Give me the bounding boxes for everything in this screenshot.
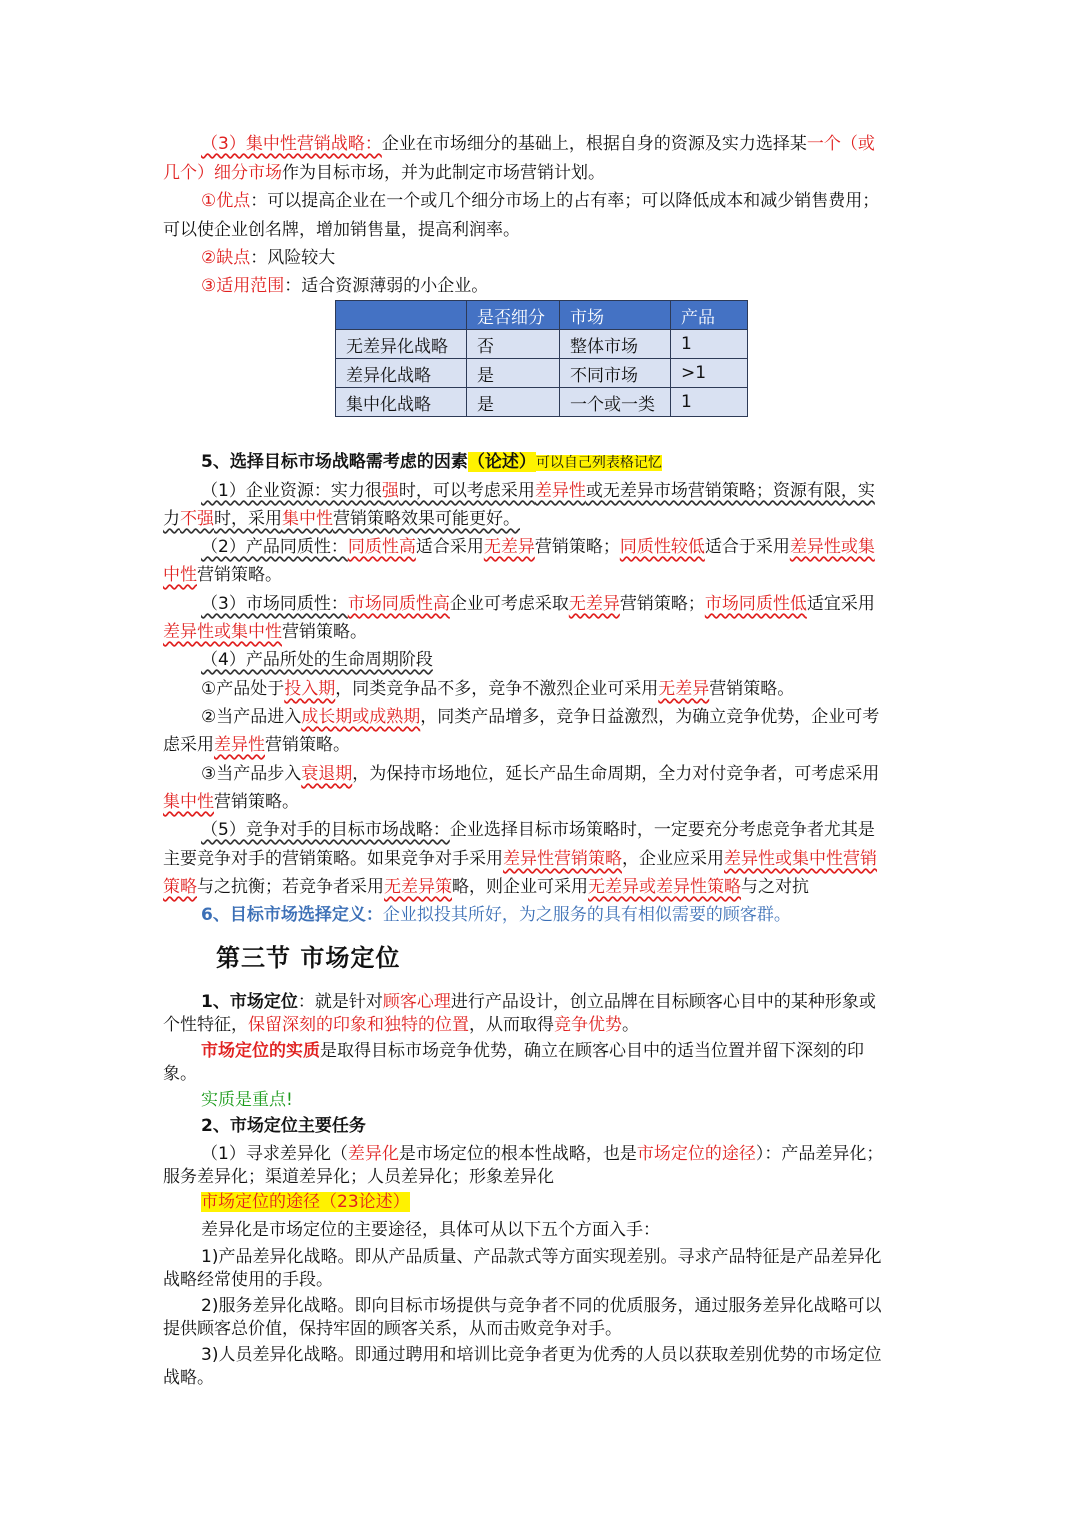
table-cell: 是 [467,359,560,388]
factor-4-item-2-line-2 [163,731,917,759]
key-point-note [163,1086,917,1114]
highlight-run: 差异性或集中性 [163,622,282,642]
text-run: ①产品处于 [201,679,285,699]
text-run: 战略。 [163,1368,214,1388]
highlight-run: 市场定位的实质 [201,1041,320,1061]
text-run: ，企业应采用 [622,849,724,869]
text-run: 适宜采用 [806,594,875,614]
text-run: 可以使企业创名牌，增加销售量，提高利润率。 [163,220,520,240]
text-run: ：风险较大 [250,248,336,268]
positioning-path-heading [163,1188,917,1216]
positioning-def-line-2 [163,1011,917,1039]
text-run: 时，采用 [214,509,282,529]
highlight-run: 投入期 [284,679,336,699]
factor-3-line-1 [163,590,917,618]
highlight-run: 竞争优势 [554,1015,622,1035]
factor-2-line-1 [163,533,917,561]
table-header-cell: 市场 [560,301,671,330]
table-header-cell [336,301,467,330]
table-cell: 1 [671,388,748,417]
text-run: 营销策略。 [197,565,282,585]
table-header-cell: 是否细分 [467,301,560,330]
factor-4-title [163,646,917,674]
factor-4-item-1 [163,675,917,703]
text-run: 象。 [163,1064,197,1084]
path-intro [163,1216,917,1244]
highlight-run: 市场同质性低 [704,594,807,614]
text-run: 。 [622,1015,639,1035]
disadvantages-label: ②缺点 [201,248,251,268]
text-run: 营销策略。 [709,679,795,699]
highlight-run: 一个（或 [806,134,875,154]
essay-tag: （论述） [467,452,536,472]
highlight-run: 无差异 [568,594,620,614]
factor-5-line-3 [163,873,917,901]
highlight-run: 成长期或成熟期 [301,707,421,727]
text-run: 适合于采用 [704,537,790,557]
path-item-2-line-2 [163,1315,917,1343]
text-run: 2、市场定位主要任务 [201,1116,366,1136]
text-run: ，同类竞争品不多，竞争不激烈企业可采用 [335,679,659,699]
text-run: （5）竞争对手的目标市场战略： [201,820,450,840]
text-run: 或无差异市场营销策略；资源有限，实 [585,481,875,501]
highlight-run: 同质性高 [347,537,416,557]
concentrated-strategy-line-2 [163,159,917,187]
highlight-run: 不强 [180,509,214,529]
highlight-run: 无差异或差异性策略 [588,877,741,897]
highlight-run: 强 [381,481,399,501]
table-cell: 是 [467,388,560,417]
factors-title: 5、选择目标市场战略需考虑的因素 [201,452,468,472]
concentrated-strategy-label: （3）集中性营销战略： [201,134,382,154]
text-run: 营销策略。 [214,792,299,812]
table-cell: 整体市场 [560,330,671,359]
highlight-run: 差异化 [347,1144,399,1164]
text-run: （2）产品同质性： [201,537,348,557]
task-1-line-2 [163,1163,917,1191]
text-run: 3)人员差异化战略。即通过聘用和培训比竞争者更为优秀的人员以获取差别优势的市场定位 [201,1345,882,1365]
path-item-3-line-2 [163,1364,917,1392]
table-cell: 无差异化战略 [336,330,467,359]
path-item-1-line-2 [163,1266,917,1294]
positioning-essence-line-2 [163,1060,917,1088]
highlight-run: 顾客心理 [382,992,451,1012]
factor-2-line-2 [163,561,917,589]
text-run: 时，可以考虑采用 [398,481,535,501]
disadvantages-line [163,244,917,272]
factor-1-line-2 [163,505,917,533]
text-run: 与之对抗 [741,877,809,897]
text-run: 力 [163,509,180,529]
table-header-row [336,301,748,330]
factor-4-item-2-line-1 [163,703,917,731]
highlight-run: 同质性较低 [619,537,705,557]
text-run: 企业可考虑采取 [449,594,569,614]
text-run: ：就是针对 [297,992,383,1012]
factor-5-line-1 [163,816,917,844]
section-title: 第三节 市场定位 [216,944,401,972]
text-run: （1）企业资源：实力很 [201,481,382,501]
text-run: 企业在市场细分的基础上，根据自身的资源及实力选择某 [381,134,807,154]
text-run: 2)服务差异化战略。即向目标市场提供与竞争者不同的优质服务，通过服务差异化战略可以 [201,1296,882,1316]
advantages-label: ①优点 [201,191,251,211]
text-run: （3）市场同质性： [201,594,348,614]
table-cell: 否 [467,330,560,359]
highlight-run: 衰退期 [301,764,353,784]
table-row [336,330,748,359]
text-run: 服务差异化；渠道差异化；人员差异化；形象差异化 [163,1167,554,1187]
concentrated-strategy-line-1 [163,130,917,158]
table-cell: 集中化战略 [336,388,467,417]
highlight-run: 策略 [163,877,197,897]
target-market-definition [163,901,917,929]
highlight-run: 无差异 [483,537,535,557]
text-run: 适合采用 [415,537,484,557]
text-run: ，同类产品增多，竞争日益激烈，为确立竞争优势，企业可考 [420,707,880,727]
text-run: 提供顾客总价值，保持牢固的顾客关系，从而击败竞争对手。 [163,1319,622,1339]
scope-line [163,272,917,300]
table-cell: 不同市场 [560,359,671,388]
scope-label: ③适用范围 [201,276,285,296]
text-run: 企业选择目标市场策略时，一定要充分考虑竞争者尤其是 [449,820,875,840]
highlight-run: 集中性 [163,792,214,812]
path-title: 市场定位的途径（23论述） [201,1192,410,1212]
text-run: 差异化是市场定位的主要途径，具体可从以下五个方面入手： [201,1220,660,1240]
advantages-line-2 [163,216,917,244]
text-run: 是市场定位的根本性战略，也是 [398,1144,637,1164]
highlight-run: 差异性 [534,481,586,501]
text-run: 略，则企业可采用 [452,877,588,897]
text-run: 营销策略效果可能更好。 [333,509,520,529]
text-run: 实质是重点! [201,1090,293,1110]
text-run: （1）寻求差异化（ [201,1144,348,1164]
text-run: 营销策略； [619,594,705,614]
factors-heading [163,448,917,477]
text-run: ，为保持市场地位，延长产品生命周期，全力对付竞争者，可考虑采用 [352,764,880,784]
definition-text: 企业拟投其所好，为之服务的具有相似需要的顾客群。 [382,905,791,925]
text-run: 主要竞争对手的营销策略。如果竞争对手采用 [163,849,503,869]
text-run: ：适合资源薄弱的小企业。 [284,276,489,296]
highlight-run: 市场定位的途径 [636,1144,756,1164]
factor-1-line-1 [163,477,917,505]
text-run: 1)产品差异化战略。即从产品质量、产品款式等方面实现差别。寻求产品特征是产品差异化 [201,1247,882,1267]
text-run: 营销策略。 [265,735,350,755]
text-run: 是取得目标市场竞争优势，确立在顾客心目中的适当位置并留下深刻的印 [320,1041,864,1061]
table-row [336,388,748,417]
text-run: ）：产品差异化； [755,1144,884,1164]
highlight-run: 差异性或集 [789,537,875,557]
table-row [336,359,748,388]
highlight-run: 无差异策 [384,877,452,897]
text-run: ，从而取得 [469,1015,554,1035]
text-run: 个性特征， [163,1015,248,1035]
factor-4-item-3-line-2 [163,788,917,816]
text-run: 营销策略； [534,537,620,557]
positioning-label: 1、市场定位 [201,992,298,1012]
text-run: （4）产品所处的生命周期阶段 [201,650,433,670]
table-cell: 一个或一类 [560,388,671,417]
text-run: 作为目标市场，并为此制定市场营销计划。 [282,163,605,183]
highlight-run: 无差异 [658,679,710,699]
table-cell: 1 [671,330,748,359]
text-run: ：可以提高企业在一个或几个细分市场上的占有率；可以降低成本和减少销售费用； [250,191,880,211]
memo-note: 可以自己列表格记忆 [535,455,662,471]
highlight-run: 差异性营销策略 [503,849,622,869]
table-cell: >1 [671,359,748,388]
highlight-run: 集中性 [282,509,333,529]
highlight-run: 差异性 [214,735,265,755]
factor-4-item-3-line-1 [163,760,917,788]
highlight-run: 中性 [163,565,197,585]
text-run: 营销策略。 [282,622,367,642]
definition-label: 6、目标市场选择定义： [201,905,383,925]
highlight-run: 几个）细分市场 [163,163,282,183]
text-run: ②当产品进入 [201,707,302,727]
factor-5-line-2 [163,845,917,873]
text-run: ③当产品步入 [201,764,302,784]
text-run: 进行产品设计，创立品牌在目标顾客心目中的某种形象或 [450,992,876,1012]
factor-3-line-2 [163,618,917,646]
text-run: 战略经常使用的手段。 [163,1270,333,1290]
advantages-line-1 [163,187,917,215]
text-run: 与之抗衡；若竞争者采用 [197,877,384,897]
highlight-run: 保留深刻的印象和独特的位置 [248,1015,469,1035]
text-run: 虑采用 [163,735,214,755]
tasks-heading [163,1112,917,1140]
strategy-comparison-table [335,300,748,417]
highlight-run: 差异性或集中性营销 [724,849,877,869]
highlight-run: 市场同质性高 [347,594,450,614]
table-header-cell: 产品 [671,301,748,330]
table-cell: 差异化战略 [336,359,467,388]
